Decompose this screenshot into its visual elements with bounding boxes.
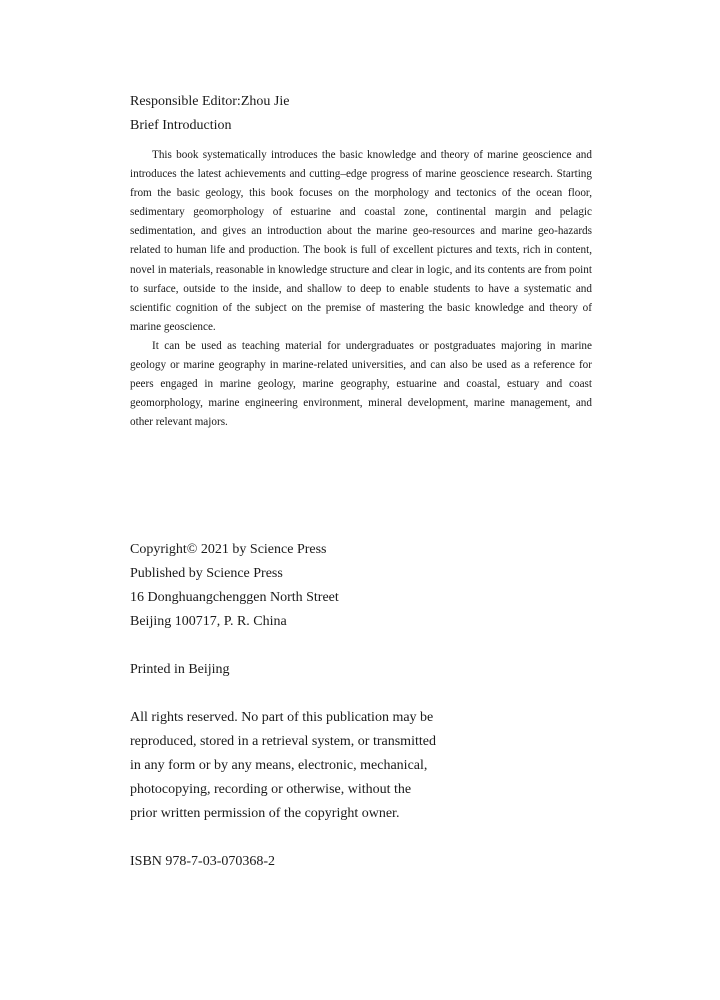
printed-in: Printed in Beijing [130,662,230,677]
rights-line: reproduced, stored in a retrieval system, or transmitted [130,734,436,749]
rights-line: in any form or by any means, electronic, mechanical, [130,758,428,773]
intro-paragraph-2: It can be used as teaching material for undergraduates or postgraduates majoring in marine geology or marine geography in marine-related universities, and can also be used as a reference for peers engaged in marine geology, marine geography, estuarine and coastal, estuary and coast geomorphology, marine engineering environment, mineral development, marine management, and other relevant majors. [130,339,592,429]
rights-line: prior written permission of the copyright owner. [130,806,400,821]
rights-line: All rights reserved. No part of this publication may be [130,710,434,725]
intro-paragraph-1: This book systematically introduces the basic knowledge and theory of marine geoscience and introduces the latest achievements and cutting–edge progress of marine geoscience research. Starting from the basic geology, this book focuses on the morphology and tectonics of the ocean floor, sedimentary geomorphology of estuarine and coastal zone, continental margin and pelagic sedimentation, and gives an introduction about the marine geo-resources and marine geo-hazards related to human life and production. The book is full of excellent pictures and texts, rich in content, novel in materials, reasonable in knowledge structure and clear in logic, and its contents are from point to surface, outside to the inside, and shallow to deep to enable students to have a systematic and scientific cognition of the subject on the premise of mastering the basic knowledge and theory of marine geoscience. [130,149,592,333]
copyright-block [130,538,339,634]
address-line: 16 Donghuangchenggen North Street [130,590,339,605]
rights-line: photocopying, recording or otherwise, without the [130,782,412,797]
publisher-line: Published by Science Press [130,566,283,581]
copyright-line: Copyright© 2021 by Science Press [130,542,327,557]
responsible-editor: Responsible Editor:Zhou Jie [130,94,290,109]
brief-introduction-heading: Brief Introduction [130,118,232,133]
city-line: Beijing 100717, P. R. China [130,614,287,629]
brief-introduction-text [130,146,592,432]
isbn: ISBN 978-7-03-070368-2 [130,854,276,869]
rights-notice [130,706,436,826]
